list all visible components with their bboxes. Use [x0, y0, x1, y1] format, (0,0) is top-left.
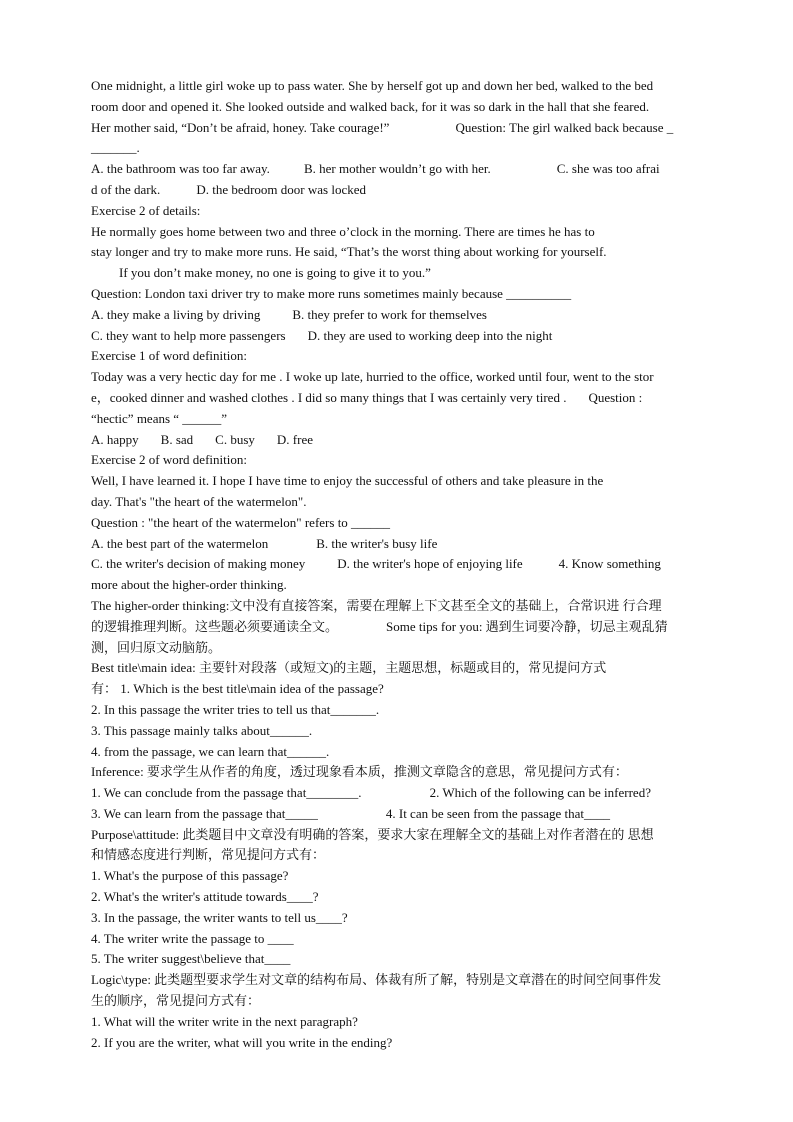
text-line: If you don’t make money, no one is going to give it to you.”: [119, 265, 431, 281]
section-heading: Best title\main idea: 主要针对段落（或短文)的主题，主题思想，标题或目的，常见提问方式: [91, 660, 607, 676]
text-line: 1. What's the purpose of this passage?: [91, 868, 289, 884]
text-line: Well, I have learned it. I hope I have time to enjoy the successful of others and take pleasure in the: [91, 473, 604, 489]
section-heading: Logic\type: 此类题型要求学生对文章的结构布局、体裁有所了解，特别是文章潜在的时间空间事件发: [91, 972, 662, 988]
text-line: 4. The writer write the passage to ____: [91, 930, 294, 946]
text-line: 2. If you are the writer, what will you write in the ending?: [91, 1034, 393, 1050]
text-line: more about the higher-order thinking.: [91, 577, 287, 593]
text-line: Her mother said, “Don’t be afraid, honey. Take courage!” Question: The girl walked back because _: [91, 119, 674, 135]
question-text: Question: The girl walked back because _: [455, 119, 674, 135]
text-line: One midnight, a little girl woke up to pass water. She by herself got up and down her bed, walked to the bed: [91, 78, 654, 93]
text-line: 有： 1. Which is the best title\main idea of the passage?: [91, 681, 384, 697]
text-line: 3. This passage mainly talks about______.: [91, 722, 313, 738]
text-line: _______.: [91, 140, 140, 156]
text-line: He normally goes home between two and three o’clock in the morning. There are times he has to: [91, 223, 595, 239]
question-text: Question: London taxi driver try to make more runs sometimes mainly because __________: [91, 285, 572, 301]
text-line: The higher-order thinking:文中没有直接答案，需要在理解上下文甚至全文的基础上，合常识进 行合理: [91, 597, 662, 613]
text-line: 3. In the passage, the writer wants to tell us____?: [91, 909, 348, 925]
section-heading: Exercise 1 of word definition:: [91, 348, 247, 364]
text-line: stay longer and try to make more runs. He said, “That’s the worst thing about working for yourself.: [91, 244, 607, 260]
options-line: A. they make a living by driving B. they prefer to work for themselves: [91, 306, 487, 322]
section-heading: Exercise 2 of details:: [91, 202, 201, 218]
options-line: A. happy B. sad C. busy D. free: [91, 431, 313, 447]
text-line: room door and opened it. She looked outside and walked back, for it was so dark in the hall that she feared.: [91, 98, 650, 114]
options-line: A. the bathroom was too far away. B. her mother wouldn’t go with her. C. she was too afrai: [91, 161, 660, 177]
question-text: Question : "the heart of the watermelon" refers to ______: [91, 514, 391, 530]
document-page: [91, 76, 709, 1053]
text-line: e，cooked dinner and washed clothes . I did so many things that I was certainly very tired . Question :: [91, 389, 643, 405]
options-line: A. the best part of the watermelon B. the writer's busy life: [91, 535, 438, 551]
section-heading: Purpose\attitude: 此类题目中文章没有明确的答案，要求大家在理解全文的基础上对作者潜在的 思想: [91, 826, 654, 842]
text-line: “hectic” means “ ______”: [91, 410, 228, 426]
text-line: 和情感态度进行判断，常见提问方式有：: [91, 847, 326, 863]
question-text: Question :: [588, 389, 643, 405]
section-heading: Inference: 要求学生从作者的角度，透过现象看本质，推测文章隐含的意思，常见提问方式有：: [91, 764, 628, 780]
text-line: day. That's "the heart of the watermelon".: [91, 493, 307, 509]
text-line: 生的顺序，常见提问方式有：: [91, 993, 261, 1009]
text-line: 5. The writer suggest\believe that____: [91, 951, 291, 967]
options-line: d of the dark. D. the bedroom door was locked: [91, 181, 366, 197]
text-line: 2. In this passage the writer tries to tell us that_______.: [91, 701, 380, 717]
section-heading: Exercise 2 of word definition:: [91, 452, 247, 468]
text-line: 4. from the passage, we can learn that______.: [91, 743, 330, 759]
text-line: 测，回归原文动脑筋。: [91, 639, 222, 655]
options-line: C. the writer's decision of making money D. the writer's hope of enjoying life 4. Know something: [91, 556, 661, 572]
text-line: 1. What will the writer write in the next paragraph?: [91, 1013, 358, 1029]
text-line: 1. We can conclude from the passage that________. 2. Which of the following can be inferred?: [91, 785, 651, 801]
options-line: C. they want to help more passengers D. they are used to working deep into the night: [91, 327, 553, 343]
text-line: Today was a very hectic day for me . I woke up late, hurried to the office, worked until four, went to the stor: [91, 369, 654, 385]
text-line: 2. What's the writer's attitude towards____?: [91, 889, 319, 905]
text-line: 3. We can learn from the passage that_____ 4. It can be seen from the passage that____: [91, 805, 611, 821]
text-line: 的逻辑推理判断。这些题必须要通读全文。 Some tips for you: 遇到生词要冷静，切忌主观乱猜: [91, 618, 668, 634]
